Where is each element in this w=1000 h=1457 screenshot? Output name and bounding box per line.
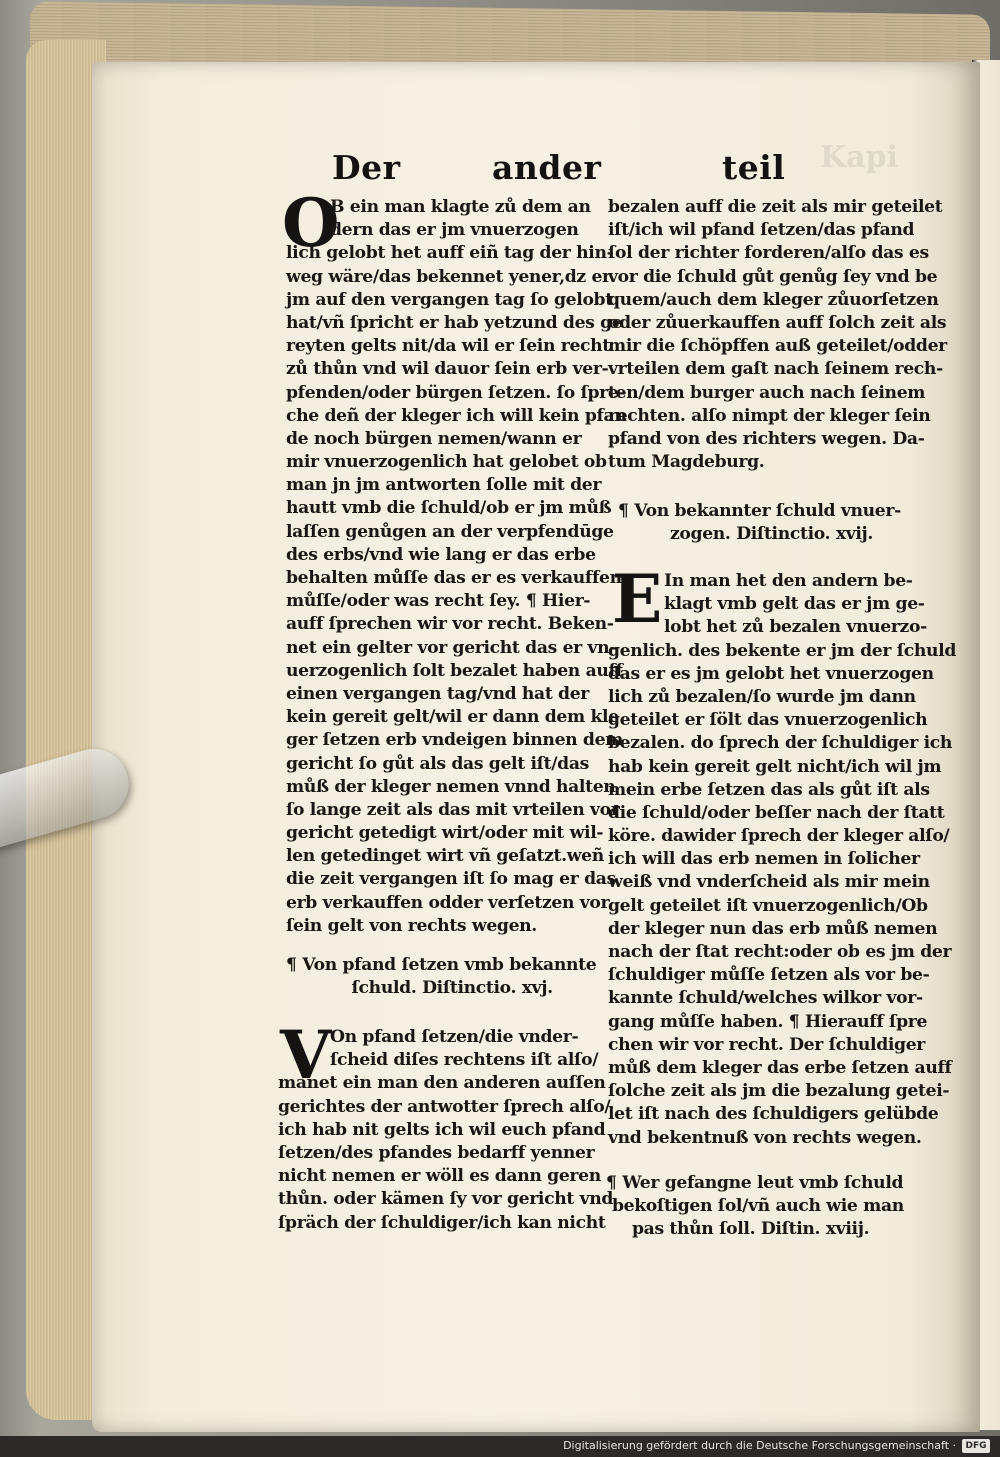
digitization-credit: Digitalisierung gefördert durch die Deutsche Forschungsgemeinschaft · [563, 1439, 956, 1452]
text-line: můß der kleger nemen vnnd halten [286, 776, 616, 797]
text-line: rechten. alſo nimpt der kleger ſein [608, 405, 931, 426]
text-line: gericht ſo gůt als das gelt iſt/das [286, 753, 589, 774]
text-line: geteilet er ſölt das vnuerzogenlich [608, 710, 928, 731]
running-head [280, 148, 800, 194]
text-line: mir die ſchöpffen auß geteilet/odder [608, 336, 947, 357]
text-line: ich hab nit gelts ich wil euch pfand [278, 1119, 606, 1140]
text-line: pfand von des richters wegen. Da- [608, 428, 925, 449]
text-line: gericht getedigt wirt/oder mit wil- [286, 823, 604, 844]
text-line: vrteilen dem gaſt nach ſeinem rech- [608, 359, 943, 380]
text-line: iſt/ich wil pfand ſetzen/das pfand [608, 220, 915, 241]
text-line: ſol der richter forderen/alſo das es [608, 243, 929, 264]
right-section-heading-xvij [618, 500, 901, 546]
text-line: vor die ſchuld gůt genůg ſey vnd be [608, 266, 938, 287]
text-line: ich will das erb nemen in ſolicher [608, 849, 920, 870]
text-line: lich gelobt het auff eiñ tag der hin- [286, 243, 614, 264]
text-line: des erbs/vnd wie lang er das erbe [286, 544, 596, 565]
text-line: mein erbe ſetzen das als gůt iſt als [608, 779, 930, 800]
text-line: ſchuldiger můſſe ſetzen als vor be- [608, 965, 930, 986]
text-line: ſolche zeit als jm die bezalung getei- [608, 1081, 950, 1102]
text-line: thůn. oder kämen ſy vor gericht vnd [278, 1189, 614, 1210]
text-line: ſein gelt von rechts wegen. [286, 915, 537, 936]
text-line: jm auf den vergangen tag ſo gelobt [286, 289, 613, 310]
dfg-logo: DFG [962, 1439, 990, 1453]
text-line: quem/auch dem kleger zůuorſetzen [608, 289, 939, 310]
text-line: einen vergangen tag/vnd hat der [286, 683, 590, 704]
text-line: hat/vñ ſpricht er hab yetzund des ge [286, 312, 623, 333]
text-line: de noch bürgen nemen/wann er [286, 428, 582, 449]
text-line: B ein man klagte zů dem an [330, 197, 591, 217]
text-line: gerichtes der antwotter ſprech alſo/ [278, 1096, 611, 1117]
text-line: můß dem kleger das erbe ſetzen auff [608, 1057, 952, 1078]
left-paragraph-1-intro [330, 196, 591, 242]
text-line: můſſe/oder was recht ſey. ¶ Hier- [286, 591, 591, 612]
text-line: ſo lange zeit als das mit vrteilen vor [286, 799, 620, 820]
text-line: dern das er jm vnuerzogen [330, 220, 579, 241]
text-line: ten/dem burger auch nach ſeinem [608, 382, 926, 403]
left-section-heading-xvj [286, 954, 596, 1000]
text-line: die zeit vergangen iſt ſo mag er das [286, 869, 616, 890]
text-line: weg wäre/das bekennet yener,dz er [286, 266, 611, 287]
text-line: gang můſſe haben. ¶ Hierauff ſpre [608, 1011, 928, 1032]
text-line: ger ſetzen erb vndeigen binnen dem [286, 730, 624, 751]
text-line: lobt het zů bezalen vnuerzo- [664, 617, 927, 638]
text-line: pfenden/oder bürgen ſetzen. ſo ſpre- [286, 382, 626, 403]
text-line: köre. dawider ſprech der kleger alſo/ [608, 826, 950, 847]
text-line: manet ein man den anderen auſſen [278, 1073, 606, 1094]
heading-line: ¶ Wer gefangne leut vmb ſchuld [606, 1173, 904, 1193]
text-line: hab kein gereit gelt nicht/ich wil jm [608, 756, 942, 777]
show-through-text: Kapi [820, 140, 898, 175]
text-line: ſpräch der ſchuldiger/ich kan nicht [278, 1212, 606, 1233]
initial-letter-e: E [612, 560, 663, 638]
text-line: uerzogenlich ſolt bezalet haben auff [286, 660, 623, 681]
text-line: das er es jm gelobt het vnuerzogen [608, 663, 934, 684]
running-head-word-3: teil [722, 148, 786, 187]
text-line: behalten můſſe das er es verkauffen [286, 568, 622, 589]
text-line: tum Magdeburg. [608, 452, 765, 473]
initial-letter-o: O [282, 184, 340, 262]
text-line: der kleger nun das erb můß nemen [608, 918, 938, 939]
text-line: vnd bekentnuß von rechts wegen. [608, 1127, 922, 1148]
heading-line: bekoſtigen ſol/vñ auch wie man [612, 1196, 904, 1217]
text-line: genlich. des bekente er jm der ſchuld [608, 640, 957, 661]
text-line: weiß vnd vnderſcheid als mir mein [608, 872, 930, 893]
text-line: ſcheid diſes rechtens iſt alſo/ [330, 1050, 599, 1071]
running-head-word-1: Der [332, 148, 401, 187]
text-line: reyten gelts nit/da wil er ſein recht [286, 336, 610, 357]
initial-letter-v: V [280, 1016, 332, 1094]
text-line: On pfand ſetzen/die vnder- [330, 1027, 579, 1047]
text-line: bezalen. do ſprech der ſchuldiger ich [608, 733, 953, 754]
text-line: len getedinget wirt vñ geſatzt.weñ [286, 846, 604, 867]
text-line: lich zů bezalen/ſo wurde jm dann [608, 686, 916, 707]
text-line: die ſchuld/oder beſſer nach der ſtatt [608, 802, 945, 823]
right-paragraph-1 [608, 196, 947, 474]
right-paragraph-2 [608, 640, 956, 1150]
text-line: man jn jm antworten ſolle mit der [286, 475, 602, 496]
text-line: laſſen genůgen an der verpfendūge [286, 521, 614, 542]
text-line: kannte ſchuld/welches wilkor vor- [608, 988, 923, 1009]
left-paragraph-2 [278, 1072, 613, 1234]
text-line: zů thůn vnd wil dauor ſein erb ver- [286, 359, 609, 380]
text-line: bezalen auff die zeit als mir geteilet [608, 197, 943, 217]
heading-line: pas thůn ſoll. Diſtin. xviij. [632, 1219, 870, 1240]
text-line: nach der ſtat recht:oder ob es jm der [608, 942, 952, 963]
heading-line: ¶ Von bekannter ſchuld vnuer- [618, 501, 901, 521]
text-line: let iſt nach des ſchuldigers gelübde [608, 1104, 939, 1125]
heading-line: zogen. Diſtinctio. xvij. [670, 524, 874, 545]
text-line: hautt vmb die ſchuld/ob er jm můß [286, 498, 612, 519]
text-line: net ein gelter vor gericht das er vn- [286, 637, 617, 658]
text-line: oder zůuerkauffen auff ſolch zeit als [608, 312, 947, 333]
text-line: erb verkauffen odder verſetzen vor [286, 892, 610, 913]
left-paragraph-2-intro [330, 1026, 598, 1072]
text-line: chen wir vor recht. Der ſchuldiger [608, 1034, 926, 1055]
text-line: auff ſprechen wir vor recht. Beken- [286, 614, 614, 635]
left-paragraph-1 [286, 242, 626, 938]
text-line: che deñ der kleger ich will kein pfan [286, 405, 627, 426]
text-line: nicht nemen er wöll es dann geren [278, 1166, 601, 1187]
text-line: ſetzen/des pfandes bedarff yenner [278, 1142, 595, 1163]
text-line: gelt geteilet iſt vnuerzogenlich/Ob [608, 895, 928, 916]
right-paragraph-2-intro [664, 570, 927, 640]
right-section-heading-xviij [606, 1172, 904, 1242]
text-line: kein gereit gelt/wil er dann dem kle [286, 707, 619, 728]
text-line: In man het den andern be- [664, 571, 913, 591]
heading-line: ſchuld. Diſtinctio. xvj. [351, 978, 553, 999]
heading-line: ¶ Von pfand ſetzen vmb bekannte [286, 955, 597, 975]
text-line: mir vnuerzogenlich hat gelobet ob [286, 452, 607, 473]
running-head-word-2: ander [492, 148, 602, 187]
text-line: klagt vmb gelt das er jm ge- [664, 594, 925, 615]
